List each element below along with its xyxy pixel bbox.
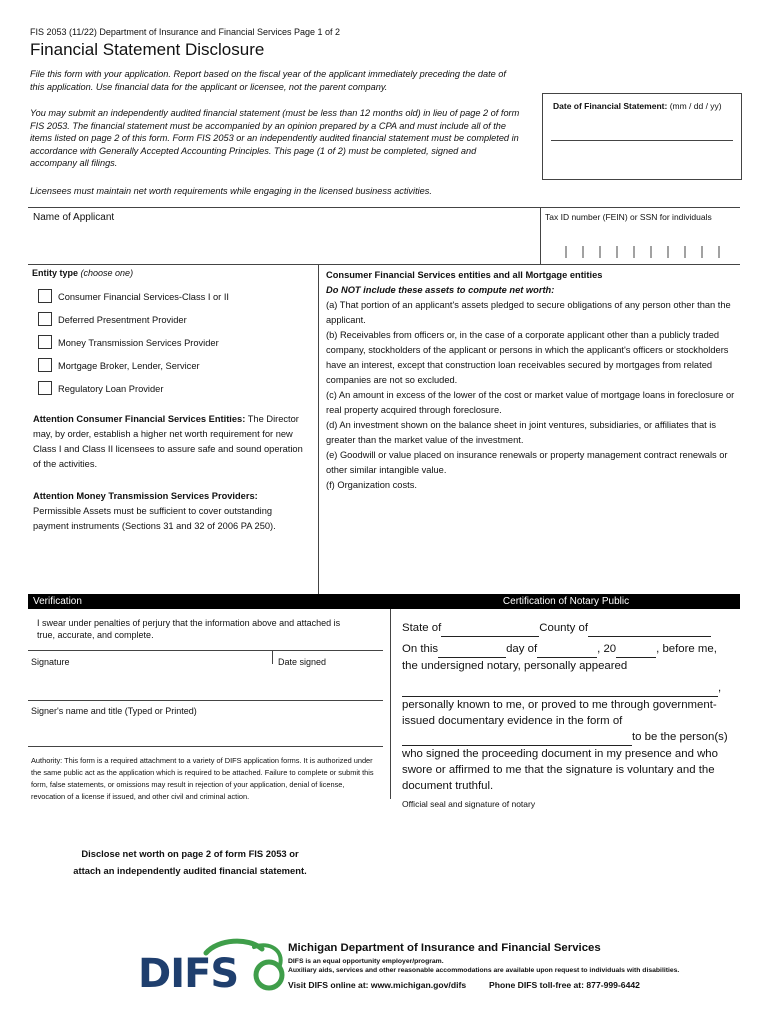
option-money-transmission: Money Transmission Services Provider [58,338,219,348]
checkbox-consumer-financial-services[interactable] [38,289,52,303]
option-mortgage: Mortgage Broker, Lender, Servicer [58,361,200,371]
department-name: Michigan Department of Insurance and Financial Services [288,942,601,954]
cfs-item-a: (a) That portion of an applicant's assets pledged to secure obligations of any person other than the applicant. [326,300,731,325]
date-of-statement-box [542,93,742,180]
phone-line: Phone DIFS toll-free at: 877-999-6442 [489,980,640,990]
verification-statement: I swear under penalties of perjury that the information above and attached is true, accurate, and complete. [37,618,341,640]
option-regulatory-loan: Regulatory Loan Provider [58,384,164,394]
cfs-exclusions: Consumer Financial Services entities and all Mortgage entities Do NOT include these assets to compute net worth: (a) That portion of an applicant's assets pledged to secure obligations of any person other than the applicant. (b) Receivables from officers or, in the case of a corporate applicant other than a publicly traded company, stockholders of the applicant or persons in which the applicant's officers or stockholders have an interest, except that construction loan receivables secured by mortgages from related companies are not so excluded. (c) An amount in excess of the lower of the cost or market value of mortgage loans in foreclosure or real property acquired through foreclosure. (d) An investment shown on the balance sheet in joint ventures, subsidiaries, or affiliates that is greater than the market value of the investment. (e) Goodwill or value placed on insurance renewals or property management contract renewals or other similar intangible value. (f) Organization costs. [326,268,740,493]
intro-paragraph-2: You may submit an independently audited financial statement (must be less than 12 months old) in lieu of page 2 of form FIS 2053. The financial statement must be accompanied by an opinion prepared by a CPA and must include all of the items listed on page 2 of this form. Form FIS 2053 or an independently audited financial statement must be completed in accordance with Generally Accepted Accounting Principles. This page (1 of 2) must be completed, signed and accompany all filings. [30,108,520,168]
date-signed-field[interactable] [278,668,383,696]
name-of-applicant-field[interactable] [30,226,535,256]
authority-statement: Authority: This form is a required attachment to a variety of DIFS application forms. It is authorized under the same public act as the application which is required to be attached. Failure to complete or submit this form, false statements, or omissions may result in rejection of your application, denial of license, revocation of a license if issued, and other civil and criminal action. [31,756,374,801]
notary-month-field[interactable] [537,641,597,658]
tax-id-label: Tax ID number (FEIN) or SSN for individuals [545,212,712,222]
page-title: Financial Statement Disclosure [30,40,265,59]
difs-logo [138,935,288,995]
cfs-item-e: (e) Goodwill or value placed on insurance renewals or property management contract renewals or other similar intangible value. [326,450,728,475]
checkbox-money-transmission[interactable] [38,335,52,349]
signer-name-label: Signer's name and title (Typed or Printed) [31,706,197,716]
notary-seal-area[interactable] [400,805,740,905]
notary-block: State of County of On this day of , 20 , before me, the undersigned notary, personally appeared , personally known to me, or proved to me through government- issued documentary evidence in the form of to be the person(s) who signed the proceeding document in my presence and who swore or affirmed to me that the signature is voluntary and the document truthful. Official seal and signature of notary [402,620,742,812]
svg-text:DIFS: DIFS [138,951,239,995]
option-consumer-financial-services: Consumer Financial Services-Class I or II [58,292,230,302]
signature-label: Signature [31,657,70,667]
option-deferred-presentment: Deferred Presentment Provider [58,315,187,325]
difs-logo-icon [138,935,288,995]
signer-name-field[interactable] [28,718,383,744]
signature-field[interactable] [28,668,268,696]
attention-mt-note: Attention Money Transmission Services Providers: Permissible Assets must be sufficient to cover outstanding payment instruments (Sections 31 and 32 of 2006 PA 250). [33,491,276,531]
cfs-item-d: (d) An investment shown on the balance sheet in joint ventures, subsidiaries, or affiliates that is greater than the market value of the investment. [326,420,716,445]
net-worth-requirement-note: Licensees must maintain net worth requirements while engaging in the licensed business activities. [30,186,432,196]
notary-state-field[interactable] [441,620,539,637]
cfs-item-b: (b) Receivables from officers or, in the case of a corporate applicant other than a publicly traded company, stockholders of the applicant or persons in which the applicant's officers or stockholders have an interest, except that construction loan receivables secured by mortgages from related companies are not so excluded. [326,330,729,385]
intro-paragraph-1: File this form with your application. Report based on the fiscal year of the applicant immediately preceding the date of this application. Use financial data for the applicant or licensee, not the parent company. [30,69,506,92]
accommodations-statement: Auxiliary aids, services and other reasonable accommodations are available upon request to individuals with disabilities. [288,967,680,974]
notary-day-field[interactable] [438,641,506,658]
cfs-item-f: (f) Organization costs. [326,480,417,490]
checkbox-mortgage[interactable] [38,358,52,372]
disclose-net-worth-note: Disclose net worth on page 2 of form FIS 2053 or attach an independently audited financial statement. [73,848,307,876]
date-of-statement-label: Date of Financial Statement: (mm / dd / yy) [553,101,722,111]
notary-heading: Certification of Notary Public [502,596,630,607]
name-of-applicant-label: Name of Applicant [33,212,115,223]
tax-id-field[interactable] [545,244,740,258]
notary-year-field[interactable] [616,641,656,658]
checkbox-regulatory-loan[interactable] [38,381,52,395]
date-signed-label: Date signed [278,657,327,667]
notary-evidence-field[interactable] [402,729,632,746]
notary-appeared-name-field[interactable] [402,680,718,697]
website-line: Visit DIFS online at: www.michigan.gov/difs [288,980,467,990]
cfs-item-c: (c) An amount in excess of the lower of the cost or market value of mortgage loans in foreclosure or real property acquired through foreclosure. [326,390,735,415]
date-of-statement-field[interactable] [551,126,733,141]
eoe-statement: DIFS is an equal opportunity employer/program. [288,958,444,965]
notary-county-field[interactable] [588,620,711,637]
verification-heading: Verification [33,596,82,607]
checkbox-deferred-presentment[interactable] [38,312,52,326]
notary-seal-label: Official seal and signature of notary [402,799,536,809]
tax-id-digit-dividers [545,244,740,258]
form-number-line: FIS 2053 (11/22) Department of Insurance and Financial Services Page 1 of 2 [30,27,341,37]
attention-cfs-note: Attention Consumer Financial Services Entities: The Director may, by order, establish a higher net worth requirement for new Class I and Class II licensees to assure safe and sound operation of the activities. [33,414,303,469]
entity-type-heading: Entity type (choose one) [32,268,134,278]
